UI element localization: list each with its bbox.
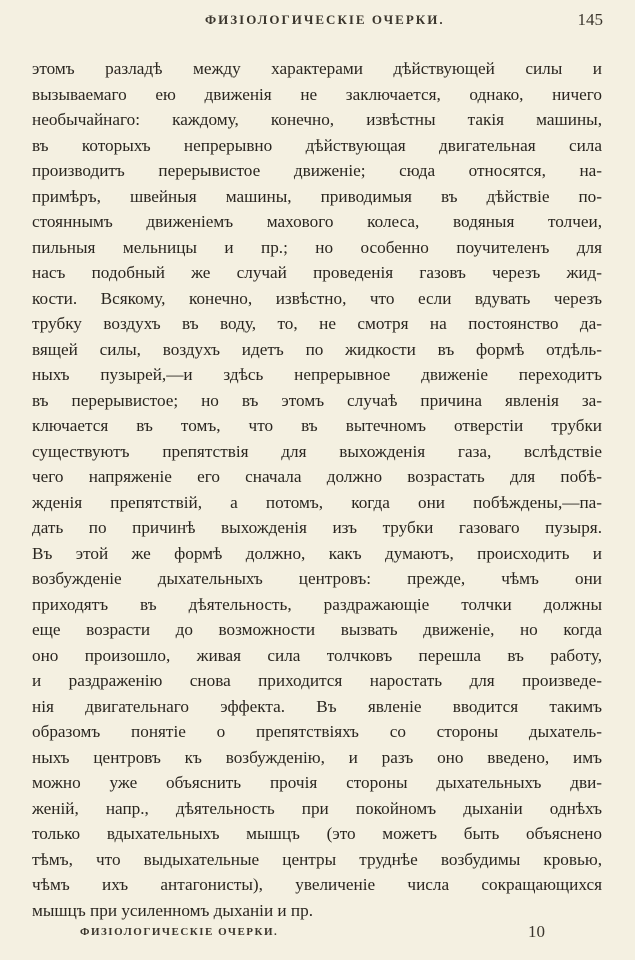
text-line: вызываемаго ею движенія не заключается, однако, ничего [32, 84, 602, 104]
running-title: ФИЗІОЛОГИЧЕСКІЕ ОЧЕРКИ. [205, 12, 445, 27]
text-line: пильныя мельницы и пр.; но особенно поучителенъ для [32, 237, 602, 257]
text-line: жденія препятствій, а потомъ, когда они побѣждены,—па- [32, 492, 602, 512]
page-footer [0, 922, 635, 946]
text-line: существуютъ препятствія для выхожденія газа, вслѣдствіе [32, 441, 602, 461]
body-text [32, 56, 602, 923]
text-line: трубку воздухъ въ воду, то, не смотря на постоянство да- [32, 314, 602, 333]
text-line: только вдыхательныхъ мышцъ (это можетъ быть объяснено [32, 824, 602, 843]
text-line: необычайнаго: каждому, конечно, извѣстны такія машины, [32, 110, 602, 129]
text-line: кости. Всякому, конечно, извѣстно, что если вдувать черезъ [32, 288, 602, 308]
text-line: ключается въ томъ, что въ вытечномъ отверстіи трубки [32, 416, 602, 435]
text-line: въ которыхъ непрерывно дѣйствующая двигательная сила [32, 135, 602, 155]
text-line: этомъ разладѣ между характерами дѣйствующей силы и [32, 59, 602, 78]
text-line: женій, напр., дѣятельность при покойномъ дыханіи однѣхъ [32, 798, 602, 818]
running-head [0, 10, 635, 36]
text-line: можно уже объяснить прочія стороны дыхательныхъ дви- [32, 773, 602, 792]
text-line: образомъ понятіе о препятствіяхъ со стороны дыхатель- [32, 722, 602, 741]
text-line: производитъ перерывистое движеніе; сюда относятся, на- [32, 161, 602, 180]
text-line: еще возрасти до возможности вызвать движеніе, но когда [32, 620, 602, 639]
sheet-number: 10 [528, 922, 545, 941]
text-line: нія двигательнаго эффекта. Въ явленіе вводится такимъ [32, 696, 602, 716]
page-number: 145 [577, 10, 603, 29]
text-line: тѣмъ, что выдыхательные центры труднѣе возбудимы кровью, [32, 849, 602, 869]
text-line: дать по причинѣ выхожденія изъ трубки газоваго пузыря. [32, 518, 602, 537]
text-line: и раздраженію снова приходится наростать для произведе- [32, 671, 602, 690]
text-line: ныхъ центровъ къ возбужденію, и разъ оно введено, имъ [32, 747, 602, 767]
text-line: насъ подобный же случай проведенія газовъ черезъ жид- [32, 263, 602, 282]
text-line: мышцъ при усиленномъ дыханіи и пр. [32, 900, 314, 920]
text-line: возбужденіе дыхательныхъ центровъ: прежде, чѣмъ они [32, 569, 602, 588]
text-line: чего напряженіе его сначала должно возрастать для побѣ- [32, 467, 602, 486]
printer-signature: ФИЗІОЛОГИЧЕСКІЕ ОЧЕРКИ. [80, 926, 279, 938]
text-line: ныхъ пузырей,—и здѣсь непрерывное движеніе переходитъ [32, 365, 602, 384]
text-line: примѣръ, швейныя машины, приводимыя въ дѣйствіе по- [32, 186, 602, 206]
text-line: въ перерывистое; но въ этомъ случаѣ причина явленія за- [32, 390, 602, 410]
text-line: чѣмъ ихъ антагонисты), увеличеніе числа сокращающихся [32, 875, 602, 894]
text-line: Въ этой же формѣ должно, какъ думаютъ, происходить и [32, 543, 602, 563]
text-line: оно произошло, живая сила толчковъ перешла въ работу, [32, 645, 602, 665]
text-line: вящей силы, воздухъ идетъ по жидкости въ формѣ отдѣль- [32, 339, 602, 359]
text-line: стояннымъ движеніемъ махового колеса, водяныя толчеи, [32, 212, 602, 231]
text-line: приходятъ въ дѣятельность, раздражающіе толчки должны [32, 594, 602, 614]
